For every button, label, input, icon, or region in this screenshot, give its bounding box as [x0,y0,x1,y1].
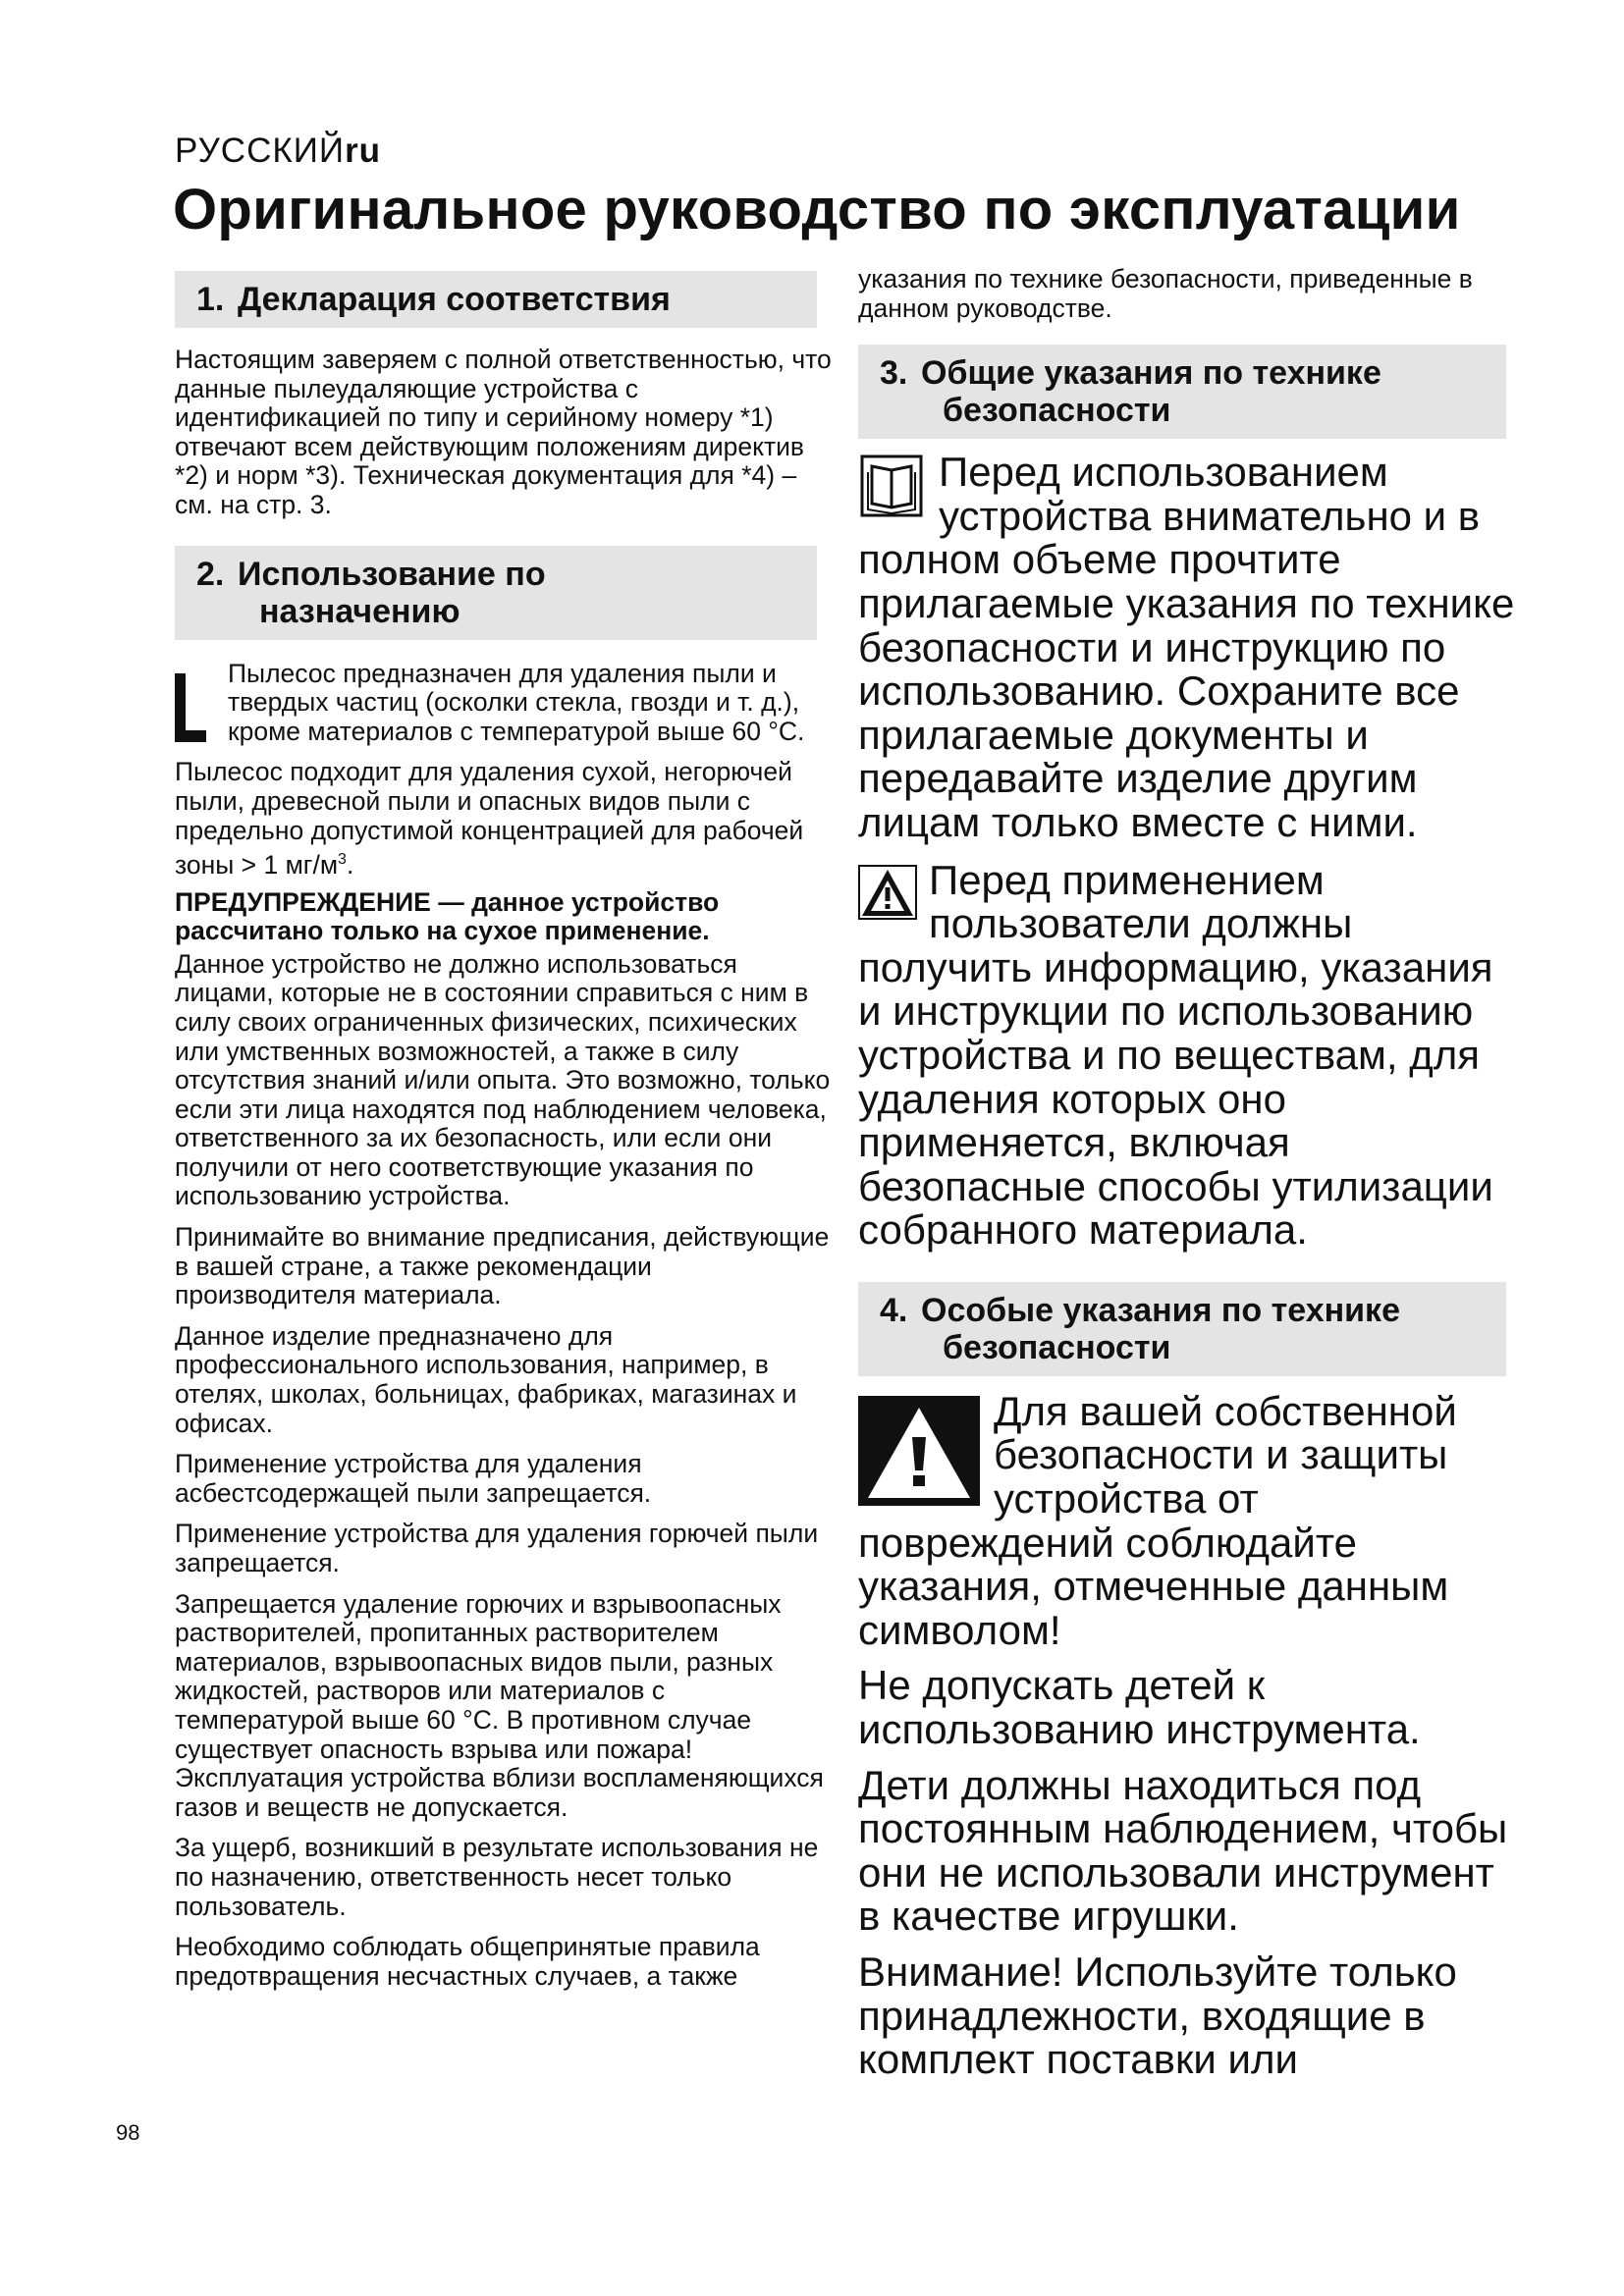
section-2-heading: 2. Использование по назначению [175,546,817,640]
declaration-text: Настоящим заверяем с полной ответственностью, что данные пылеудаляющие устройства с идентификацией по типу и серийному номеру *1) отвечают всем действующим положениям директив *2) и норм *3). Техническая документация для *4) – см. на стр. 3. [175,345,832,519]
warning-triangle-icon [858,865,917,920]
user-info-text: Перед применением пользователи должны получить информацию, указания и инструкции по использованию устройства и по веществам, для удаления которых оно применяется, включая безопасные способы утилизации собранного материала. [858,856,1493,1254]
book-icon [858,453,925,519]
accident-prevention-text: Необходимо соблюдать общепринятые правила предотвращения несчастных случаев, а также [175,1932,760,1991]
dropcap-l-icon [175,673,216,742]
safety-symbol-text: Для вашей собственной безопасности и защиты устройства от повреждений соблюдайте указания, отмеченные данным символом! [858,1387,1457,1653]
accessories-text: Внимание! Используйте только принадлежности, входящие в комплект поставки или [858,1949,1457,2083]
large-warning-triangle-icon [858,1396,980,1506]
liability-text: За ущерб, возникший в результате использования не по назначению, ответственность несет только пользователь. [175,1833,819,1921]
continued-text: указания по технике безопасности, приведенные в данном руководстве. [858,264,1473,323]
safety-symbol-block [858,1387,1516,1653]
language-label: РУССКИЙru [175,132,382,170]
user-info-block [858,856,1516,1254]
prohibited-materials-text: Запрещается удаление горючих и взрывоопасных растворителей, пропитанных растворителем материалов, взрывоопасных видов пыли, разных жидкостей, растворов или материалов с температурой выше 60 °C. В противном случае существует опасность взрыва или пожара! Эксплуатация устройства вблизи воспламеняющихся газов и веществ не допускается. [175,1588,824,1822]
children-supervision-text: Дети должны находиться под постоянным наблюдением, чтобы они не использовали инструмент в качестве игрушки. [858,1761,1508,1940]
intended-use-text: Пылесос предназначен для удаления пыли и твердых частиц (осколки стекла, гвозди и т. д.), кроме материалов с температурой выше 60 °C. [228,658,805,746]
section-1-heading: 1. Декларация соответствия [175,271,817,328]
page-number: 98 [116,2120,140,2145]
dry-use-warning: ПРЕДУПРЕЖДЕНИЕ — данное устройство рассчитано только на сухое применение. [175,886,720,946]
left-column [175,271,835,1991]
section-3-heading: 3. Общие указания по технике безопасности [858,345,1506,439]
children-access-text: Не допускать детей к использованию инструмента. [858,1662,1421,1753]
restricted-persons-text: Данное устройство не должно использоваться лицами, которые не в состоянии справиться с ним в силу своих ограниченных физических, психических или умственных возможностей, а также в силу отсутствия знаний и/или опыта. Это возможно, только если эти лица находятся под наблюдением человека, ответственного за их безопасность, или если они получили от него соответствующие указания по использованию устройства. [175,948,831,1211]
regulations-text: Принимайте во внимание предписания, действующие в вашей стране, а также рекомендации производителя материала. [175,1222,830,1310]
page-title: Оригинальное руководство по эксплуатации [173,178,1461,241]
read-instructions-block [858,451,1516,844]
professional-use-text: Данное изделие предназначено для профессионального использования, например, в отелях, школах, больницах, фабриках, магазинах и офисах. [175,1320,797,1438]
intended-use-intro [175,660,835,747]
section-4-heading: 4. Особые указания по технике безопасности [858,1282,1506,1376]
dust-types-text: Пылесос подходит для удаления сухой, негорючей пыли, древесной пыли и опасных видов пыли с предельно допустимой концентрацией для рабочей зоны > 1 $мг/м^3$. [175,757,804,880]
asbestos-text: Применение устройства для удаления асбестсодержащей пыли запрещается. [175,1449,652,1508]
combustible-dust-text: Применение устройства для удаления горючей пыли запрещается. [175,1519,819,1578]
right-column [858,265,1516,2082]
read-instructions-text: Перед использованием устройства внимательно и в полном объеме прочтите прилагаемые указания по технике безопасности и инструкцию по использованию. Сохраните все прилагаемые документы и передавайте изделие другим лицам только вместе с ними. [858,449,1515,845]
